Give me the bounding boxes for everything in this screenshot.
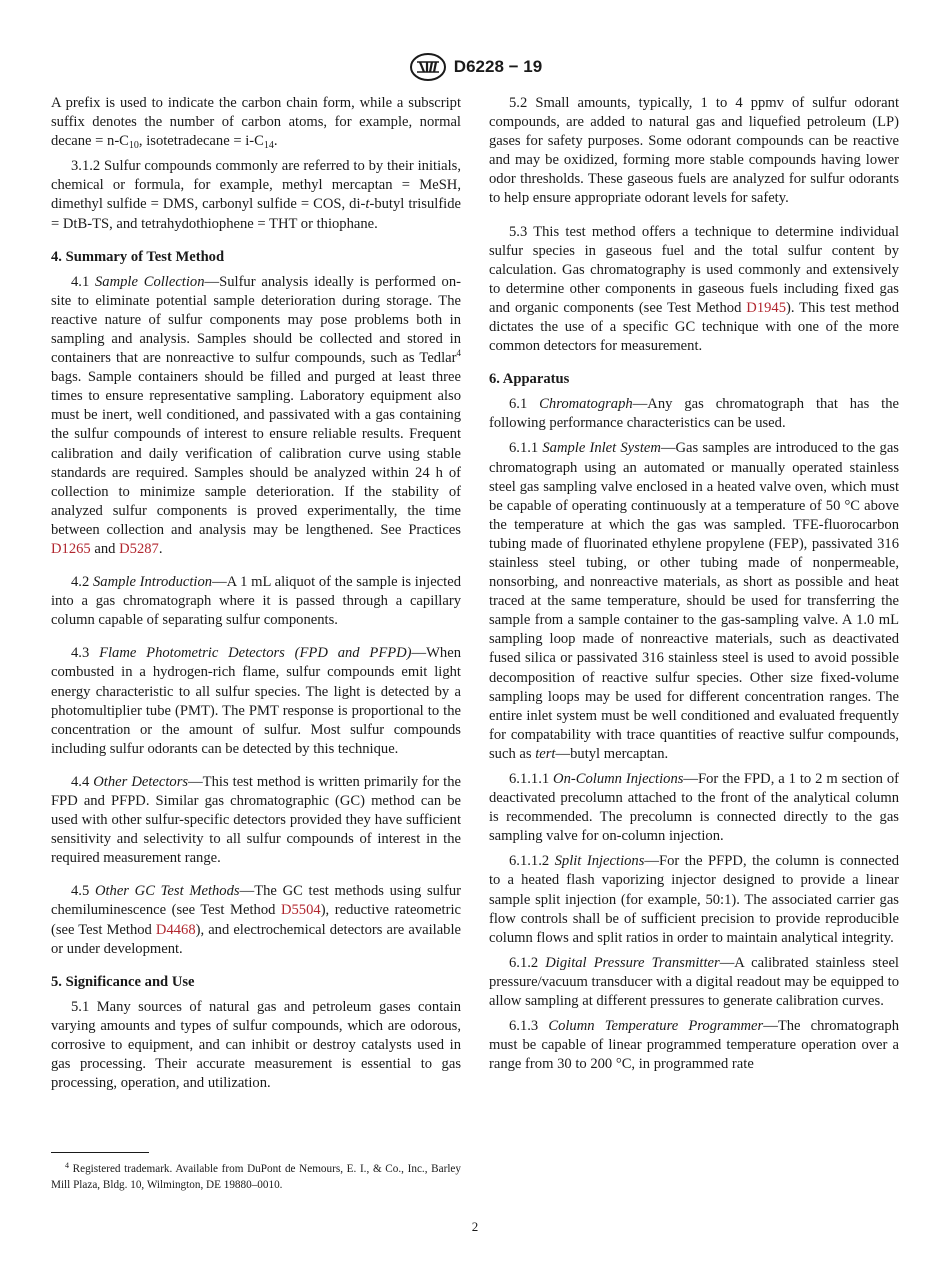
section-heading-6: 6. Apparatus [489, 371, 570, 388]
astm-logo-icon [408, 52, 448, 82]
paragraph-5-3: 5.3 This test method offers a technique to determine individual sulfur species in gaseous fuel and the total sulfur content by calculation. Gas chromatography is used commonly and extensively to determine other components in gaseous fuels including fixed gas and organic components (see Test Method D1945). This test method dictates the use of a specific GC technique with one of the more common detectors for measurement. [489, 223, 899, 355]
right-column [489, 94, 899, 1080]
link-d4468[interactable]: D4468 [155, 921, 196, 938]
paragraph-4-3: 4.3 Flame Photometric Detectors (FPD and PFPD)—When combusted in a hydrogen-rich flame, sulfur compounds emit light energy characteristic to all sulfur species. The light is detected by a photomultiplier tube (PMT). The PMT response is proportional to the concentration or the amount of sulfur. Most sulfur compounds including sulfur odorants can be detected by this technique. [51, 645, 461, 757]
link-d5287[interactable]: D5287 [119, 540, 159, 557]
paragraph-3-1-2: 3.1.2 Sulfur compounds commonly are referred to by their initials, chemical or formula, for example, methyl mercaptan = MeSH, dimethyl sulfide = DMS, carbonyl sulfide = COS, di-t-butyl trisulfide = DtB-TS, and tetrahydothiophene = THT or thiophane. [51, 158, 462, 232]
paragraph-4-1: 4.1 Sample Collection—Sulfur analysis ideally is performed on-site to eliminate potential sample deterioration during storage. The reactive nature of sulfur components may pose problems both in sampling and analysis. Samples should be collected and stored in containers that are nonreactive to sulfur compounds, such as Tedlar$^4$ bags. Sample containers should be filled and purged at least three times to ensure representative sampling. Laboratory equipment also must be inert, well conditioned, and passivated with a gas containing the sulfur compounds of interest to ensure reliable results. Frequent calibration and daily verification of calibration curve using stable standards are required. Samples should be analyzed within 24 h of collection to minimize sample deterioration. If the stability of analyzed sulfur components is proved experimentally, the time between collection and analysis may be lengthened. See Practices D1265 and D5287. [51, 273, 462, 557]
paragraph-6-1-1-2: 6.1.1.2 Split Injections—For the PFPD, the column is connected to a heated flash vaporizing injector designed to provide a linear sample split injection (for example, 50:1). The associated carrier gas flow controls shall be of sufficient precision to provide reproducible column flows and split ratios in order to maintain analytical integrity. [489, 853, 899, 946]
document-header [0, 52, 950, 82]
paragraph-6-1-2: 6.1.2 Digital Pressure Transmitter—A calibrated stainless steel pressure/vacuum transducer with a digital readout may be equipped to allow sampling at different pressures to generate calibration curves. [489, 954, 899, 1010]
section-heading-4: 4. Summary of Test Method [51, 248, 225, 265]
paragraph-4-4: 4.4 Other Detectors—This test method is written primarily for the FPD and PFPD. Similar gas chromatographic (GC) method can be used with other sulfur-specific detectors provided they have sufficient sensitivity and selectivity to all sulfur compounds of interest in the required measurement range. [51, 773, 462, 867]
designation: D6228 − 19 [453, 57, 543, 76]
link-d1265[interactable]: D1265 [51, 540, 91, 557]
link-d5504[interactable]: D5504 [280, 902, 321, 919]
footnote: $^4$ Registered trademark. Available from DuPont de Nemours, E. I., & Co., Inc., Barley Mill Plaza, Bldg. 10, Wilmington, DE 19880–0010. [51, 1161, 461, 1191]
paragraph-6-1: 6.1 Chromatograph—Any gas chromatograph that has the following performance characteristics can be used. [489, 396, 899, 432]
footnote-ref: 4 [456, 348, 461, 359]
paragraph-6-1-3: 6.1.3 Column Temperature Programmer—The chromatograph must be capable of linear programmed temperature operation over a range from 30 to 200 °C, in programmed rate [489, 1018, 899, 1073]
paragraph-5-2: 5.2 Small amounts, typically, 1 to 4 ppmv of sulfur odorant compounds, are added to natural gas and liquefied petroleum (LP) gases for safety purposes. Some odorant compounds can be reactive and may be oxidized, forming more stable compounds having lower odor thresholds. These gaseous fuels are analyzed for sulfur odorants to help ensure appropriate odorant levels for safety. [489, 95, 899, 207]
paragraph-4-2: 4.2 Sample Introduction—A 1 mL aliquot of the sample is injected into a gas chromatograph where it is passed through a capillary column capable of separating sulfur components. [51, 574, 461, 629]
paragraph-prefix: A prefix is used to indicate the carbon chain form, while a subscript suffix denotes the number of carbon atoms, for example, normal decane = $n-C_{10}$, isotetradecane = $i-C_{14}$. [51, 95, 461, 152]
paragraph-6-1-1-1: 6.1.1.1 On-Column Injections—For the FPD, a 1 to 2 m section of deactivated precolumn attached to the front of the analytical column is recommended. The precolumn is connected directly to the gas sampling valve for on-column injection. [489, 771, 899, 845]
paragraph-4-5: 4.5 Other GC Test Methods—The GC test methods using sulfur chemiluminescence (see Test Method D5504), reductive rateometric (see Test Method D4468), and electrochemical detectors are available or under development. [51, 883, 462, 957]
paragraph-5-1: 5.1 Many sources of natural gas and petroleum gases contain varying amounts and types of sulfur compounds, which are odorous, corrosive to equipment, and can inhibit or destroy catalysts used in gas processing. Their accurate measurement is essential to gas processing, operation, and utilization. [51, 998, 461, 1092]
link-d1945[interactable]: D1945 [746, 299, 787, 316]
paragraph-6-1-1: 6.1.1 Sample Inlet System—Gas samples are introduced to the gas chromatograph using an automated or manually operated stainless steel gas sampling valve enclosed in a heated valve oven, which must be capable of operating continuously at a temperature of 50 °C above the temperature at which the gas was sampled. TFE-fluorocarbon tubing made of fluorinated ethylene propylene (FEP), passivated 316 stainless steel tubing, or other tubing made of nonpermeable, nonsorbing, and nonreactive materials, as short as possible and heat traced at the same temperature, should be used for transferring the sample from a sample container to the gas-sampling valve. A 1.0 mL sampling loop made of nonreactive materials, such as deactivated fused silica or passivated 316 stainless steel is used to avoid possible decomposition of reactive sulfur species. Other size fixed-volume sampling loops may be used for different concentration ranges. The entire inlet system must be well conditioned and evaluated frequently for compatability with trace quantities of reactive sulfur compounds, such as tert—butyl mercaptan. [489, 440, 899, 762]
page-number: 2 [471, 1219, 479, 1234]
footnote-rule [51, 1152, 149, 1153]
left-column [51, 94, 461, 1099]
section-heading-5: 5. Significance and Use [51, 973, 195, 990]
